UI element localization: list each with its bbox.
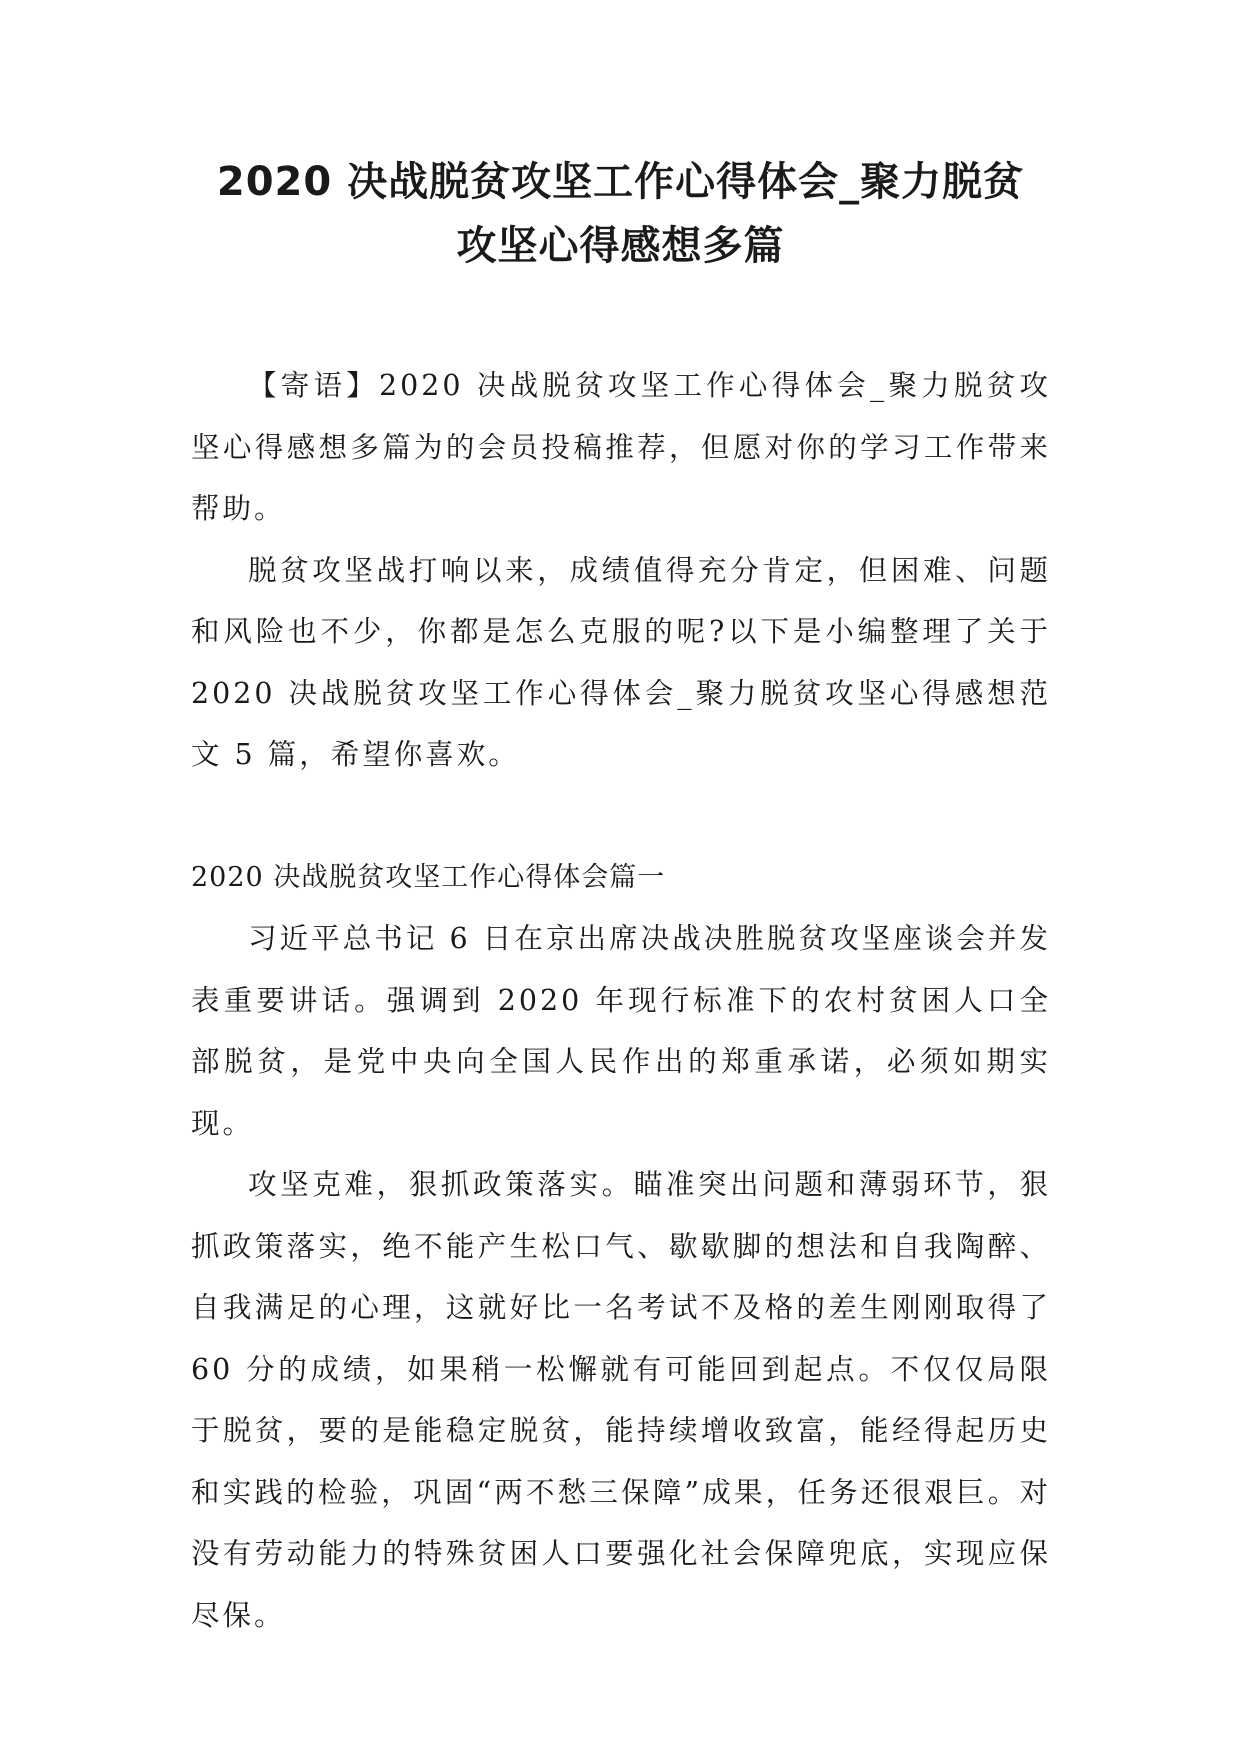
section-paragraph: 习近平总书记 6 日在京出席决战决胜脱贫攻坚座谈会并发表重要讲话。强调到 2020 年现行标准下的农村贫困人口全部脱贫，是党中央向全国人民作出的郑重承诺，必须如期实现。 — [191, 922, 1051, 1140]
title-line-2: 攻坚心得感想多篇 — [456, 223, 785, 269]
section-paragraph: 攻坚克难，狠抓政策落实。瞄准突出问题和薄弱环节，狠抓政策落实，绝不能产生松口气、歇歇脚的想法和自我陶醉、自我满足的心理，这就好比一名考试不及格的差生刚刚取得了 60 分的成绩，如果稍一松懈就有可能回到起点。不仅仅局限于脱贫，要的是能稳定脱贫，能持续增收致富，能经得起历史和实践的检验，巩固“两不愁三保障”成果，任务还很艰巨。对没有劳动能力的特殊贫困人口要强化社会保障兜底，实现应保尽保。 — [191, 1168, 1051, 1632]
document-title — [150, 150, 1091, 278]
title-line-1: 2020 决战脱贫攻坚工作心得体会_聚力脱贫 — [216, 159, 1025, 205]
intro-paragraph-preface: 【寄语】2020 决战脱贫攻坚工作心得体会_聚力脱贫攻坚心得感想多篇为的会员投稿推荐，但愿对你的学习工作带来帮助。 — [191, 369, 1051, 525]
section-heading: 2020 决战脱贫攻坚工作心得体会篇一 — [191, 861, 666, 893]
intro-paragraph-summary: 脱贫攻坚战打响以来，成绩值得充分肯定，但困难、问题和风险也不少，你都是怎么克服的呢?以下是小编整理了关于 2020 决战脱贫攻坚工作心得体会_聚力脱贫攻坚心得感想范文 5 篇，希望你喜欢。 — [191, 553, 1051, 771]
document-body — [191, 355, 1051, 1646]
